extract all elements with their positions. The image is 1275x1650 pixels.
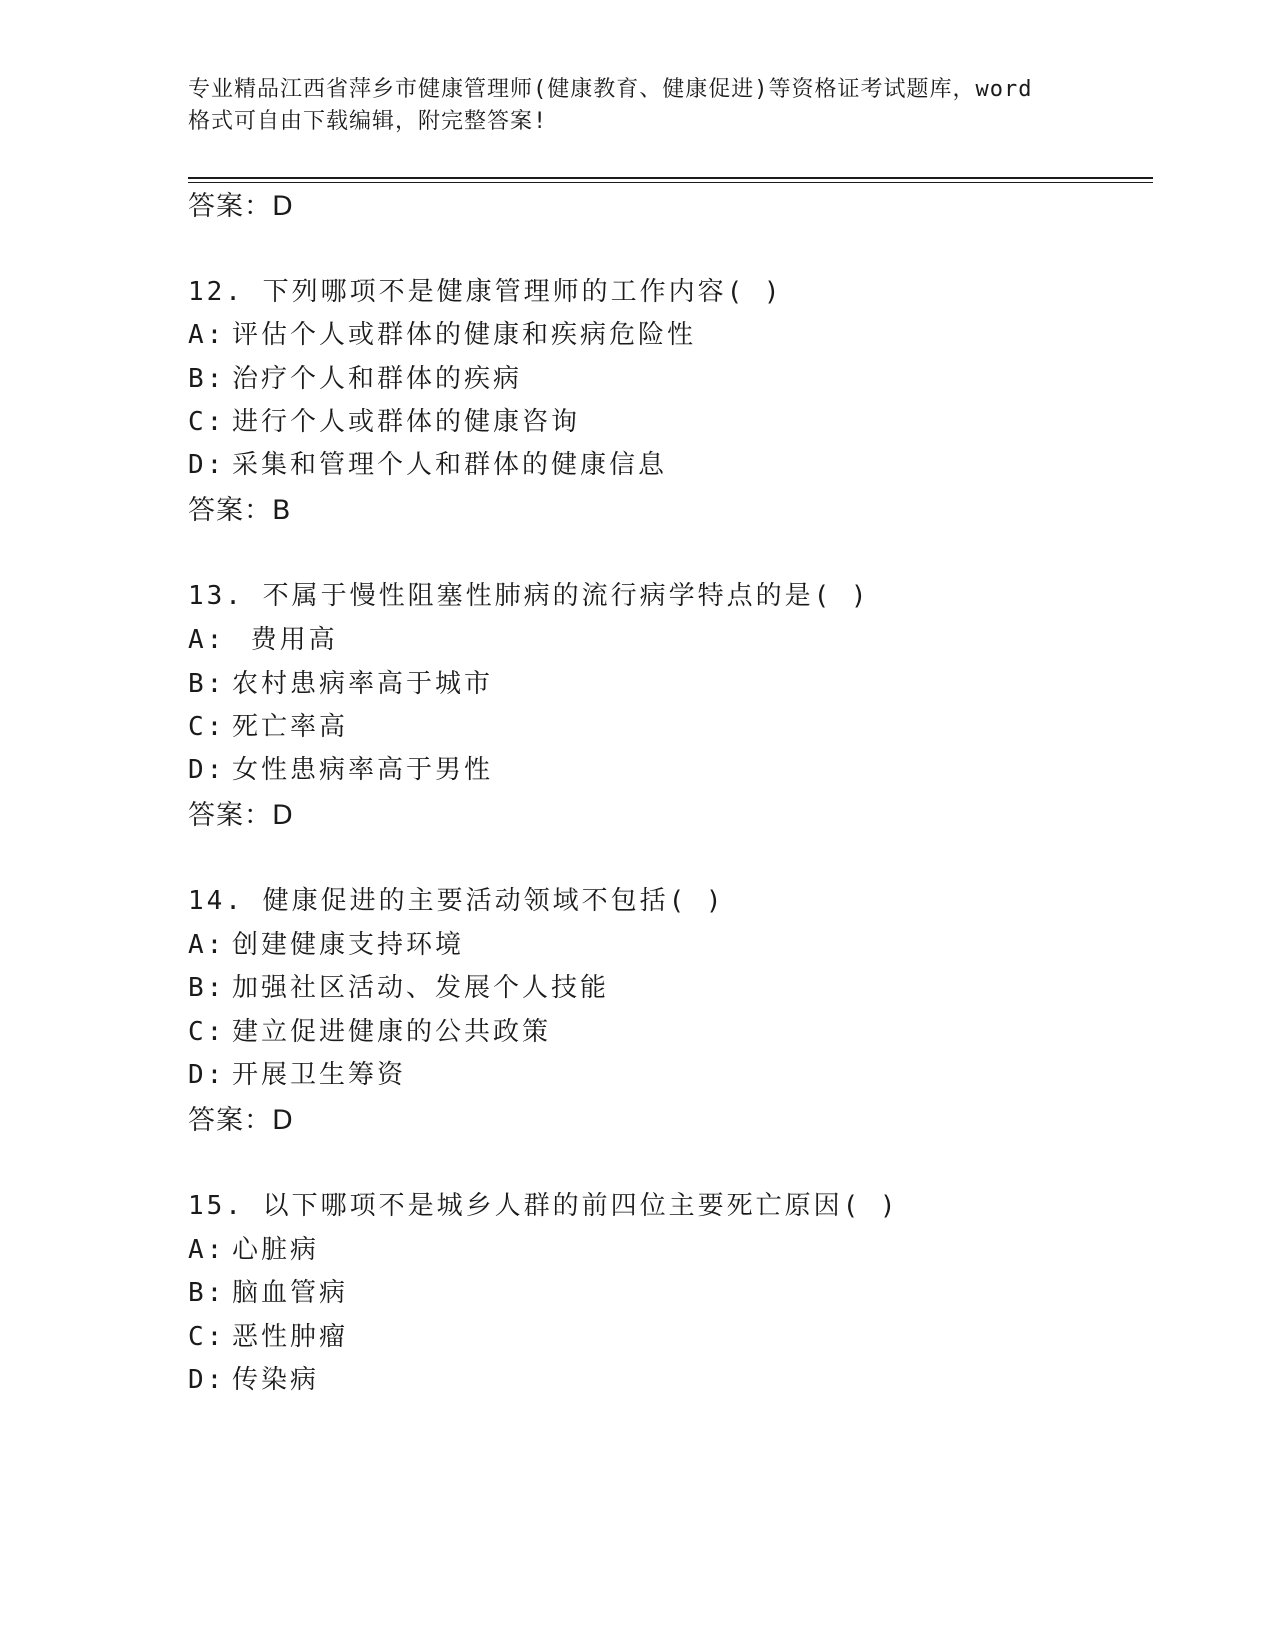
- option-letter: C:: [188, 1017, 226, 1047]
- question-12-stem: [188, 275, 783, 309]
- question-14-stem: [188, 884, 725, 918]
- question-12-option-d: [188, 448, 667, 482]
- question-13-stem: [188, 579, 870, 613]
- question-13-option-d: [188, 753, 493, 787]
- question-14-option-b: [188, 971, 609, 1005]
- option-text: 加强社区活动、发展个人技能: [232, 973, 610, 1003]
- question-text: 不属于慢性阻塞性肺病的流行病学特点的是( ): [262, 581, 870, 611]
- header-divider-thin: [188, 182, 1153, 183]
- question-12-option-c: [188, 405, 580, 439]
- option-text: 建立促进健康的公共政策: [232, 1017, 552, 1047]
- question-12-option-b: [188, 362, 522, 396]
- option-text: 采集和管理个人和群体的健康信息: [232, 450, 668, 480]
- option-text: 农村患病率高于城市: [232, 669, 494, 699]
- option-letter: A:: [188, 625, 226, 655]
- option-text: 死亡率高: [232, 712, 349, 742]
- option-letter: B:: [188, 364, 226, 394]
- header-line-2: 格式可自由下载编辑，附完整答案!: [188, 109, 548, 134]
- header-divider-thick: [188, 177, 1153, 179]
- question-13-option-c: [188, 710, 348, 744]
- option-text: 评估个人或群体的健康和疾病危险性: [232, 320, 697, 350]
- question-12-answer: 答案：B: [188, 495, 292, 526]
- question-13-option-a: [188, 623, 338, 657]
- question-15-stem: [188, 1189, 899, 1223]
- question-15-option-d: [188, 1363, 319, 1397]
- option-letter: D:: [188, 450, 226, 480]
- option-letter: D:: [188, 1060, 226, 1090]
- question-14-option-a: [188, 928, 464, 962]
- question-14-option-c: [188, 1015, 551, 1049]
- option-text: 心脏病: [232, 1235, 320, 1265]
- header-line-1: 专业精品江西省萍乡市健康管理师(健康教育、健康促进)等资格证考试题库，word: [188, 77, 1033, 102]
- option-text: 进行个人或群体的健康咨询: [232, 407, 581, 437]
- option-text: 女性患病率高于男性: [232, 755, 494, 785]
- question-text: 以下哪项不是城乡人群的前四位主要死亡原因( ): [262, 1191, 899, 1221]
- question-15-option-c: [188, 1320, 348, 1354]
- option-text: 费用高: [232, 625, 338, 655]
- option-letter: A:: [188, 930, 226, 960]
- option-letter: B:: [188, 1278, 226, 1308]
- option-letter: D:: [188, 755, 226, 785]
- option-text: 创建健康支持环境: [232, 930, 465, 960]
- option-letter: A:: [188, 320, 226, 350]
- option-letter: C:: [188, 407, 226, 437]
- option-text: 传染病: [232, 1365, 320, 1395]
- option-letter: D:: [188, 1365, 226, 1395]
- option-letter: C:: [188, 1322, 226, 1352]
- question-text: 健康促进的主要活动领域不包括( ): [262, 886, 725, 916]
- question-15-option-b: [188, 1276, 348, 1310]
- option-text: 治疗个人和群体的疾病: [232, 364, 523, 394]
- previous-answer: 答案：D: [188, 191, 294, 222]
- question-number: 12.: [188, 277, 244, 307]
- option-letter: B:: [188, 973, 226, 1003]
- option-text: 开展卫生筹资: [232, 1060, 407, 1090]
- question-text: 下列哪项不是健康管理师的工作内容( ): [243, 277, 783, 307]
- question-14-answer: 答案：D: [188, 1105, 294, 1136]
- option-text: 脑血管病: [232, 1278, 349, 1308]
- document-header: [188, 74, 1088, 138]
- question-12-option-a: [188, 318, 696, 352]
- question-number: 13.: [188, 581, 244, 611]
- question-15-option-a: [188, 1233, 319, 1267]
- question-14-option-d: [188, 1058, 406, 1092]
- option-letter: A:: [188, 1235, 226, 1265]
- option-letter: B:: [188, 669, 226, 699]
- question-number: 14.: [188, 886, 244, 916]
- option-text: 恶性肿瘤: [232, 1322, 349, 1352]
- question-13-answer: 答案：D: [188, 800, 294, 831]
- question-13-option-b: [188, 667, 493, 701]
- option-letter: C:: [188, 712, 226, 742]
- question-number: 15.: [188, 1191, 244, 1221]
